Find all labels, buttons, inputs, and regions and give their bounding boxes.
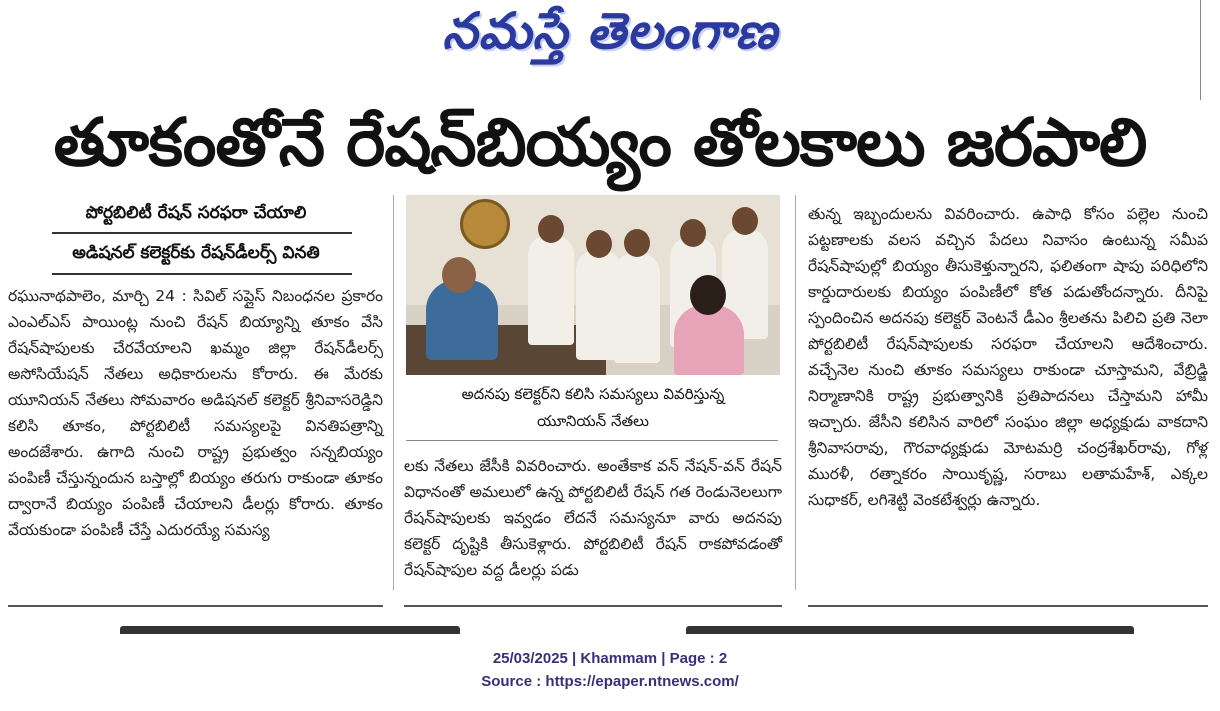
article-column-3 <box>808 201 1208 513</box>
article-column-2 <box>404 453 782 583</box>
subhead-divider <box>52 273 352 275</box>
next-article-cropped-text <box>686 620 1146 634</box>
cropped-text-fragment <box>120 626 460 634</box>
article-paragraph: రఘునాథపాలెం, మార్చి 24 : సివిల్ సప్లైస్ నిబంధనల ప్రకారం ఎంఎల్ఎస్ పాయింట్ల నుంచి రేషన్ బియ్యాన్ని తూకం వేసి రేషన్‌షాపులకు చేరవేయాలని ఖమ్మం జిల్లా రేషన్‌డీలర్స్ అసోసియేషన్ నేతలు అధికారులను కోరారు. ఈ మేరకు యూనియన్ నేతలు సోమవారం అడిషనల్ కలెక్టర్ శ్రీనివాసరెడ్డిని కలిసి తూకం, పోర్టబిలిటీ సమస్యలపై వినతిపత్రాన్ని అందజేశారు. ఉగాది నుంచి రాష్ట్ర ప్రభుత్వం సన్నబియ్యం పంపిణీ చేస్తున్నందున బస్తాల్లో బియ్యం తరుగు రాకుండా తూకం ద్వారానే బియ్యం పంపిణీ చేయాలని డీలర్లు కోరారు. తూకం వేయకుండా పంపిణీ చేస్తే ఎదురయ్యే సమస్య <box>8 287 383 539</box>
footer-date-edition: 25/03/2025 | Khammam | Page : 2 <box>492 650 728 667</box>
woman-head <box>690 275 726 315</box>
article-column-1 <box>8 283 383 543</box>
column-divider <box>393 195 394 590</box>
next-article-cropped-text <box>120 620 480 634</box>
photo-caption-line-1: అదనపు కలెక్టర్‌ని కలిసి సమస్యలు వివరిస్తున్న <box>461 385 725 403</box>
article-paragraph: తున్న ఇబ్బందులను వివరించారు. ఉపాధి కోసం పల్లెల నుంచి పట్టణాలకు వలస వచ్చిన పేదలు నివాసం ఉంటున్న సమీప రేషన్‌షాపుల్లో బియ్యం తీసుకెళ్తున్నారని, ఫలితంగా షాపు పరిధిలోని కార్డుదారులకు బియ్యం పంపిణీలో కోత పడుతోందన్నారు. దీనిపై స్పందించిన అదనపు కలెక్టర్ వెంటనే డీఎం శ్రీలతను పిలిచి ప్రతి నెలా పోర్టబిలిటీ రేషన్‌షాపులకు సరఫరా చేయాలని ఆదేశించారు. వచ్చేనెల నుంచి తూకం సమస్యలు రాకుండా చూస్తామని, వేబ్రిడ్జి నిర్మాణానికి రాష్ట్ర ప్రభుత్వానికి ప్రతిపాదనలు చేస్తామని హామీ ఇచ్చారు. జేసీని కలిసిన వారిలో సంఘం జిల్లా అధ్యక్షుడు వాకదాని శ్రీనివాసరావు, గౌరవాధ్యక్షుడు మోటమర్రి చంద్రశేఖర్‌రావు, గోళ్ల మురళీ, రత్నాకరం సాయికృష్ణ, సరాబు లతామహేశ్, ఎక్కల సుధాకర్, లగిశెట్టి వెంకటేశ్వర్లు ఉన్నారు. <box>808 205 1208 509</box>
man-head <box>732 207 758 235</box>
emblem-seal-icon <box>460 199 510 249</box>
officer-head <box>442 257 476 293</box>
man-head <box>624 229 650 257</box>
man-figure <box>528 235 574 345</box>
section-divider <box>404 605 782 607</box>
photo-caption-line-2: యూనియన్ నేతలు <box>537 412 649 430</box>
man-head <box>680 219 706 247</box>
caption-divider <box>406 440 778 441</box>
news-photo <box>406 195 780 375</box>
column-divider <box>795 195 796 590</box>
woman-figure <box>674 305 744 375</box>
article-headline: తూకంతోనే రేషన్‌బియ్యం తోలకాలు జరపాలి <box>53 104 1147 181</box>
section-divider <box>8 605 383 607</box>
masthead <box>0 0 1220 80</box>
column-divider <box>1200 0 1201 100</box>
cropped-text-fragment <box>686 626 1134 634</box>
newspaper-logo: నమస్తే తెలంగాణ <box>442 2 778 60</box>
subhead-divider <box>52 232 352 234</box>
man-figure <box>614 253 660 363</box>
page-footer <box>0 637 1220 711</box>
footer-source: Source : https://epaper.ntnews.com/ <box>481 673 739 690</box>
article-paragraph: లకు నేతలు జేసీకి వివరించారు. అంతేకాక వన్ నేషన్-వన్ రేషన్ విధానంతో అమలులో ఉన్న పోర్టబిలిటీ రేషన్ గత రెండునెలలుగా రేషన్‌షాపులకు ఇవ్వడం లేదనే సమస్యనూ వారు అదనపు కలెక్టర్ దృష్టికి తీసుకెళ్లారు. పోర్టబిలిటీ రేషన్ రాకపోవడంతో రేషన్‌షాపుల వద్ద డీలర్లు పడు <box>404 457 782 579</box>
man-head <box>586 230 612 258</box>
man-head <box>538 215 564 243</box>
article-subhead-2: అడిషనల్ కలెక్టర్‌కు రేషన్‌డీలర్స్ వినతి <box>72 243 320 263</box>
section-divider <box>808 605 1208 607</box>
article-subhead-1: పోర్టబిలిటీ రేషన్ సరఫరా చేయాలి <box>85 203 307 223</box>
